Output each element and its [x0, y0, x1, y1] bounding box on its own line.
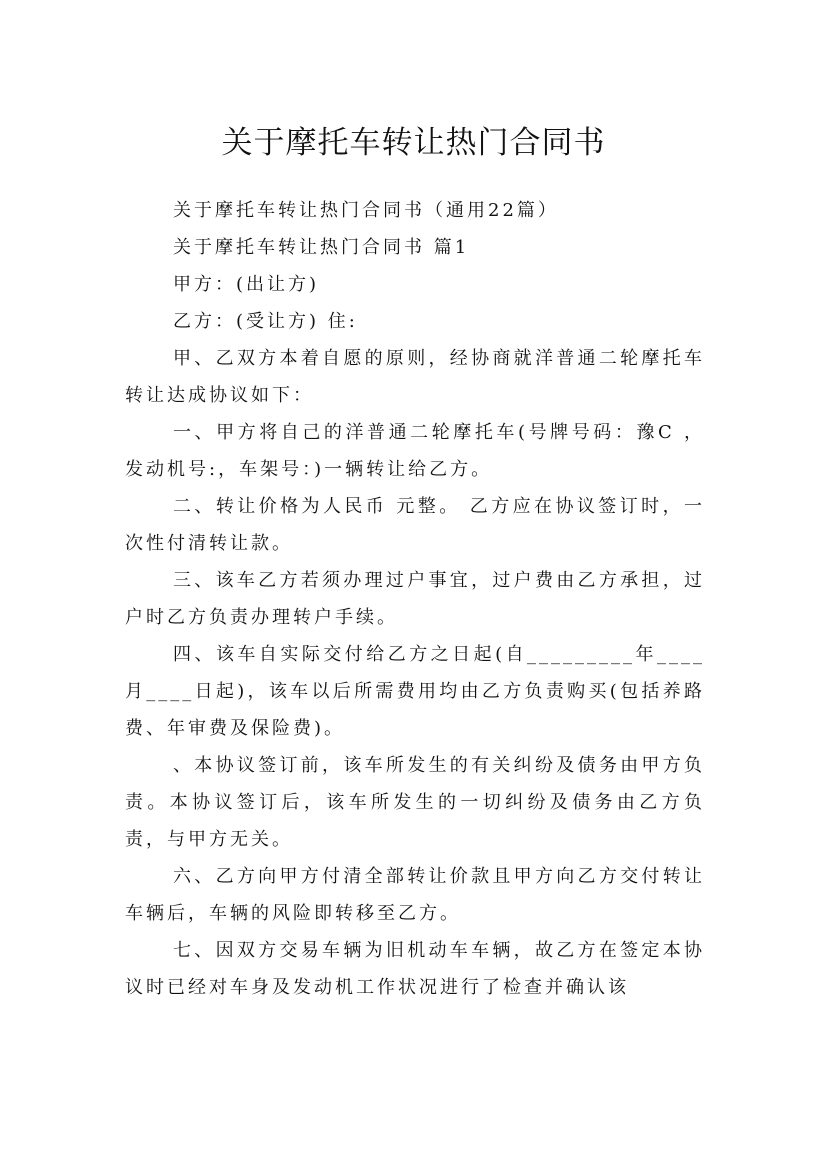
- paragraph-clause-6: 六、乙方向甲方付清全部转让价款且甲方向乙方交付转让车辆后，车辆的风险即转移至乙方。: [125, 866, 705, 924]
- paragraph-party-a: 甲方：(出让方): [173, 274, 320, 295]
- paragraph-clause-4: 四、该车自实际交付给乙方之日起(自_________年____月____日起)，该车以后所需费用均由乙方负责购买(包括养路费、年审费及保险费)。: [125, 644, 705, 739]
- paragraph-subtitle: 关于摩托车转让热门合同书（通用22篇）: [173, 200, 559, 221]
- paragraph-clause-2: 二、转让价格为人民币 元整。 乙方应在协议签订时，一次性付清转让款。: [125, 496, 705, 554]
- paragraph-clause-3: 三、该车乙方若须办理过户事宜，过户费由乙方承担，过户时乙方负责办理转户手续。: [125, 570, 705, 628]
- paragraph-clause-1: 一、甲方将自己的洋普通二轮摩托车(号牌号码：豫C ，发动机号:，车架号：)一辆转让给乙方。: [125, 422, 705, 480]
- paragraph-party-b: 乙方：(受让方) 住:: [173, 311, 358, 332]
- document-title: 关于摩托车转让热门合同书: [221, 124, 606, 161]
- paragraph-section-heading: 关于摩托车转让热门合同书 篇1: [173, 237, 470, 258]
- document-body: [125, 192, 705, 1006]
- paragraph-clause-5: 、本协议签订前，该车所发生的有关纠纷及债务由甲方负责。本协议签订后，该车所发生的一切纠纷及债务由乙方负责，与甲方无关。: [125, 755, 705, 850]
- paragraph-preamble: 甲、乙双方本着自愿的原则，经协商就洋普通二轮摩托车转让达成协议如下：: [125, 348, 705, 406]
- paragraph-clause-7: 七、因双方交易车辆为旧机动车车辆，故乙方在签定本协议时已经对车身及发动机工作状况进行了检查并确认该: [125, 940, 705, 998]
